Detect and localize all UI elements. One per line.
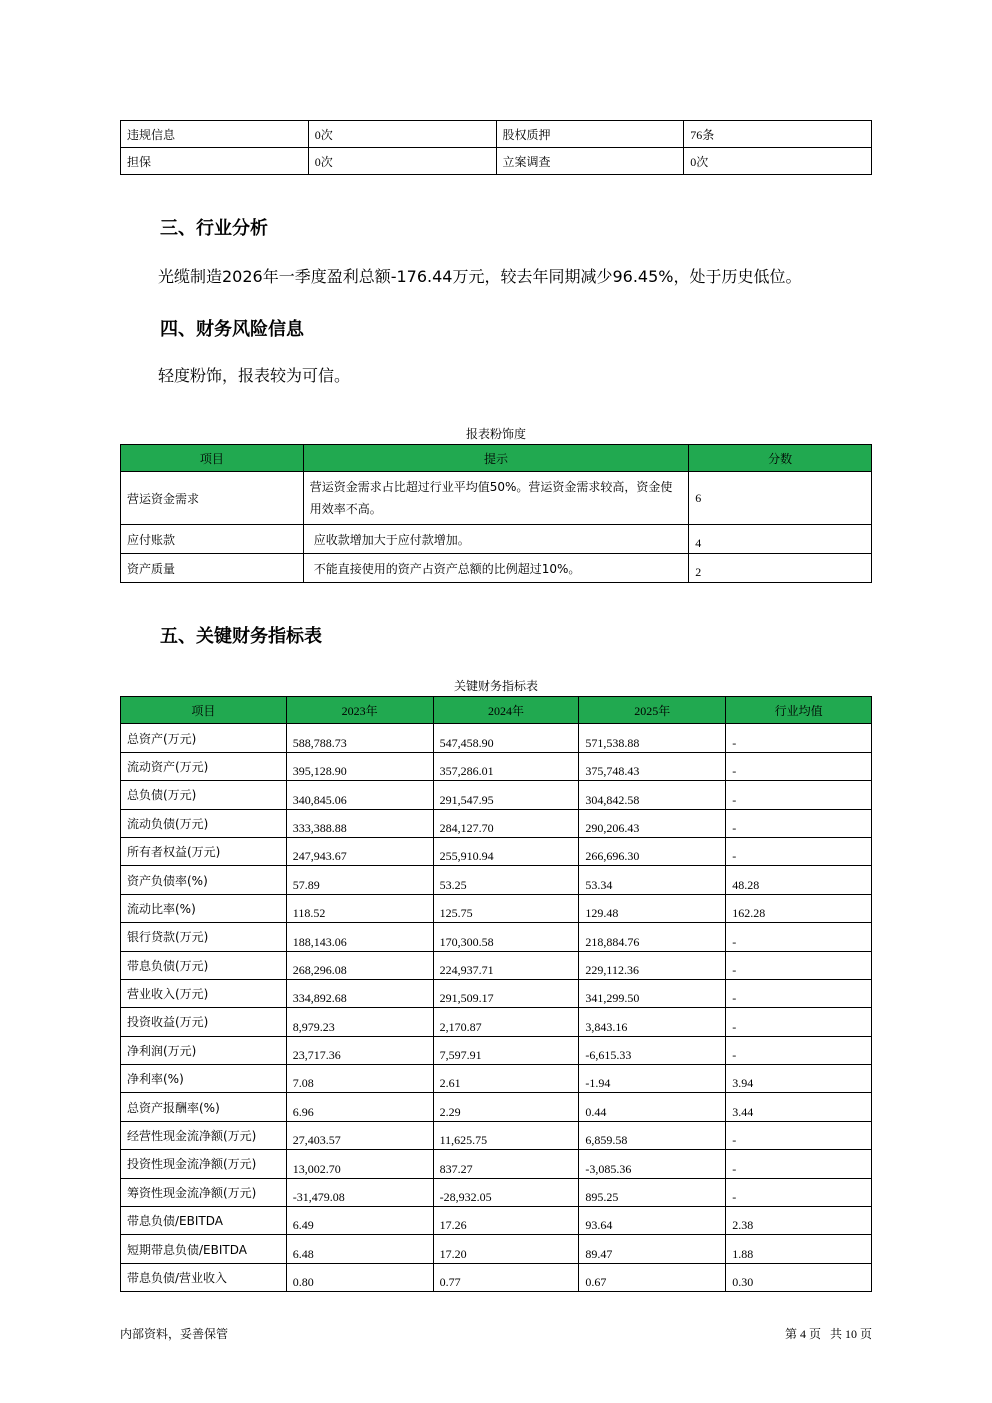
table-cell: 27,403.57	[286, 1121, 433, 1149]
table-cell: 6,859.58	[579, 1121, 726, 1149]
table-row	[121, 752, 872, 780]
table-cell: 89.47	[579, 1235, 726, 1263]
table-cell: 340,845.06	[286, 781, 433, 809]
column-header: 2024年	[433, 697, 579, 724]
row-label: 总负债(万元)	[121, 781, 287, 809]
table-cell: 不能直接使用的资产占资产总额的比例超过10%。	[303, 554, 688, 583]
table-row	[121, 951, 872, 979]
row-label: 总资产报酬率(%)	[121, 1093, 287, 1121]
table-row	[121, 525, 872, 554]
row-label: 银行贷款(万元)	[121, 923, 287, 951]
table-cell: 立案调查	[496, 148, 684, 175]
table-cell: -	[726, 1150, 872, 1178]
table-cell: 0次	[308, 121, 496, 148]
table-caption: 关键财务指标表	[453, 679, 538, 693]
table-cell: -6,615.33	[579, 1036, 726, 1064]
table-cell: 营运资金需求占比超过行业平均值50%。营运资金需求较高，资金使用效率不高。	[303, 472, 688, 525]
table-cell: -31,479.08	[286, 1178, 433, 1206]
table-cell: 6.49	[286, 1207, 433, 1235]
table-cell: 170,300.58	[433, 923, 579, 951]
table-cell: 357,286.01	[433, 752, 579, 780]
table-row	[121, 1178, 872, 1206]
table-cell: 291,509.17	[433, 979, 579, 1007]
table-cell: 营运资金需求	[121, 472, 304, 525]
row-label: 带息负债/营业收入	[121, 1263, 287, 1291]
table-cell: 资产质量	[121, 554, 304, 583]
table-cell: 218,884.76	[579, 923, 726, 951]
table-cell: 76条	[684, 121, 872, 148]
financial-indicators-table	[120, 696, 872, 1292]
table-cell: -	[726, 951, 872, 979]
table-cell: 224,937.71	[433, 951, 579, 979]
risk-table	[120, 444, 872, 583]
row-label: 净利润(万元)	[121, 1036, 287, 1064]
column-header: 2023年	[286, 697, 433, 724]
table-cell: -28,932.05	[433, 1178, 579, 1206]
table-cell: 0.67	[579, 1263, 726, 1291]
table-cell: 17.20	[433, 1235, 579, 1263]
table-cell: 895.25	[579, 1178, 726, 1206]
compliance-table	[120, 120, 872, 175]
table-cell: 547,458.90	[433, 724, 579, 752]
section-text: 光缆制造2026年一季度盈利总额-176.44万元，较去年同期减少96.45%，处于历史低位。	[158, 267, 802, 286]
table-cell: 188,143.06	[286, 923, 433, 951]
table-cell: -	[726, 923, 872, 951]
table-row	[121, 1235, 872, 1263]
row-label: 所有者权益(万元)	[121, 837, 287, 865]
table-cell: 118.52	[286, 894, 433, 922]
table-cell: 7.08	[286, 1065, 433, 1093]
row-label: 短期带息负债/EBITDA	[121, 1235, 287, 1263]
table-cell: 588,788.73	[286, 724, 433, 752]
table-cell: -	[726, 724, 872, 752]
table-cell: 6	[689, 472, 872, 525]
table-row	[121, 923, 872, 951]
row-label: 总资产(万元)	[121, 724, 287, 752]
row-label: 流动负债(万元)	[121, 809, 287, 837]
table-caption: 报表粉饰度	[465, 427, 526, 441]
table-cell: 3.94	[726, 1065, 872, 1093]
table-cell: 1.88	[726, 1235, 872, 1263]
table-row	[121, 1065, 872, 1093]
table-cell: 7,597.91	[433, 1036, 579, 1064]
table-row	[121, 809, 872, 837]
footer-confidential: 内部资料，妥善保管	[120, 1327, 229, 1341]
table-cell: -	[726, 1036, 872, 1064]
table-row	[121, 121, 872, 148]
table-cell: 0次	[684, 148, 872, 175]
table-cell: 6.96	[286, 1093, 433, 1121]
table-cell: 57.89	[286, 866, 433, 894]
table-cell: 395,128.90	[286, 752, 433, 780]
table-cell: 571,538.88	[579, 724, 726, 752]
row-label: 流动比率(%)	[121, 894, 287, 922]
table-row	[121, 1207, 872, 1235]
table-cell: 290,206.43	[579, 809, 726, 837]
table-cell: 375,748.43	[579, 752, 726, 780]
table-cell: 255,910.94	[433, 837, 579, 865]
section-text: 轻度粉饰，报表较为可信。	[158, 366, 351, 385]
table-cell: 13,002.70	[286, 1150, 433, 1178]
table-cell: 341,299.50	[579, 979, 726, 1007]
table-cell: 333,388.88	[286, 809, 433, 837]
row-label: 营业收入(万元)	[121, 979, 287, 1007]
table-cell: 股权质押	[496, 121, 684, 148]
column-header: 2025年	[579, 697, 726, 724]
row-label: 净利率(%)	[121, 1065, 287, 1093]
table-cell: -	[726, 1008, 872, 1036]
table-row	[121, 724, 872, 752]
table-cell: 2.29	[433, 1093, 579, 1121]
table-cell: 247,943.67	[286, 837, 433, 865]
column-header: 提示	[303, 445, 688, 472]
table-row	[121, 1036, 872, 1064]
table-cell: -	[726, 781, 872, 809]
table-cell: 48.28	[726, 866, 872, 894]
column-header: 项目	[121, 445, 304, 472]
row-label: 经营性现金流净额(万元)	[121, 1121, 287, 1149]
table-cell: 担保	[121, 148, 309, 175]
table-cell: 0.77	[433, 1263, 579, 1291]
table-cell: 17.26	[433, 1207, 579, 1235]
table-row	[121, 781, 872, 809]
section-title: 五、关键财务指标表	[160, 626, 322, 647]
column-header: 行业均值	[726, 697, 872, 724]
table-cell: 162.28	[726, 894, 872, 922]
table-cell: -	[726, 979, 872, 1007]
table-cell: 284,127.70	[433, 809, 579, 837]
table-cell: 268,296.08	[286, 951, 433, 979]
row-label: 投资性现金流净额(万元)	[121, 1150, 287, 1178]
table-cell: -	[726, 1121, 872, 1149]
table-cell: -	[726, 809, 872, 837]
row-label: 投资收益(万元)	[121, 1008, 287, 1036]
table-cell: 违规信息	[121, 121, 309, 148]
section-title: 三、行业分析	[160, 218, 268, 239]
table-row	[121, 1150, 872, 1178]
table-cell: 11,625.75	[433, 1121, 579, 1149]
table-cell: 3,843.16	[579, 1008, 726, 1036]
table-cell: 93.64	[579, 1207, 726, 1235]
table-cell: 8,979.23	[286, 1008, 433, 1036]
table-cell: -1.94	[579, 1065, 726, 1093]
table-row	[121, 1263, 872, 1291]
table-cell: 291,547.95	[433, 781, 579, 809]
table-cell: 266,696.30	[579, 837, 726, 865]
table-cell: -	[726, 837, 872, 865]
table-header-row	[121, 445, 872, 472]
table-cell: 0.44	[579, 1093, 726, 1121]
table-header-row	[121, 697, 872, 724]
table-row	[121, 148, 872, 175]
row-label: 带息负债(万元)	[121, 951, 287, 979]
table-cell: 125.75	[433, 894, 579, 922]
table-row	[121, 1093, 872, 1121]
table-cell: 应付账款	[121, 525, 304, 554]
table-cell: 2.38	[726, 1207, 872, 1235]
table-cell: 2.61	[433, 1065, 579, 1093]
table-cell: 23,717.36	[286, 1036, 433, 1064]
table-row	[121, 979, 872, 1007]
table-cell: 837.27	[433, 1150, 579, 1178]
table-cell: 0次	[308, 148, 496, 175]
table-cell: 2	[689, 554, 872, 583]
table-row	[121, 1121, 872, 1149]
financial-table-body	[121, 724, 872, 1292]
column-header: 分数	[689, 445, 872, 472]
table-cell: 53.34	[579, 866, 726, 894]
table-cell: 229,112.36	[579, 951, 726, 979]
table-cell: 304,842.58	[579, 781, 726, 809]
table-cell: 应收款增加大于应付款增加。	[303, 525, 688, 554]
table-row	[121, 472, 872, 525]
table-row	[121, 554, 872, 583]
row-label: 筹资性现金流净额(万元)	[121, 1178, 287, 1206]
table-cell: -	[726, 752, 872, 780]
section-title: 四、财务风险信息	[160, 319, 304, 340]
table-cell: 334,892.68	[286, 979, 433, 1007]
table-cell: 0.80	[286, 1263, 433, 1291]
table-cell: -3,085.36	[579, 1150, 726, 1178]
row-label: 流动资产(万元)	[121, 752, 287, 780]
table-cell: -	[726, 1178, 872, 1206]
table-row	[121, 837, 872, 865]
page-number: 第 4 页 共 10 页	[784, 1327, 872, 1341]
table-cell: 3.44	[726, 1093, 872, 1121]
row-label: 资产负债率(%)	[121, 866, 287, 894]
table-cell: 53.25	[433, 866, 579, 894]
table-cell: 0.30	[726, 1263, 872, 1291]
table-row	[121, 1008, 872, 1036]
column-header: 项目	[121, 697, 287, 724]
table-cell: 6.48	[286, 1235, 433, 1263]
row-label: 带息负债/EBITDA	[121, 1207, 287, 1235]
table-cell: 129.48	[579, 894, 726, 922]
table-cell: 4	[689, 525, 872, 554]
table-row	[121, 894, 872, 922]
table-row	[121, 866, 872, 894]
table-cell: 2,170.87	[433, 1008, 579, 1036]
